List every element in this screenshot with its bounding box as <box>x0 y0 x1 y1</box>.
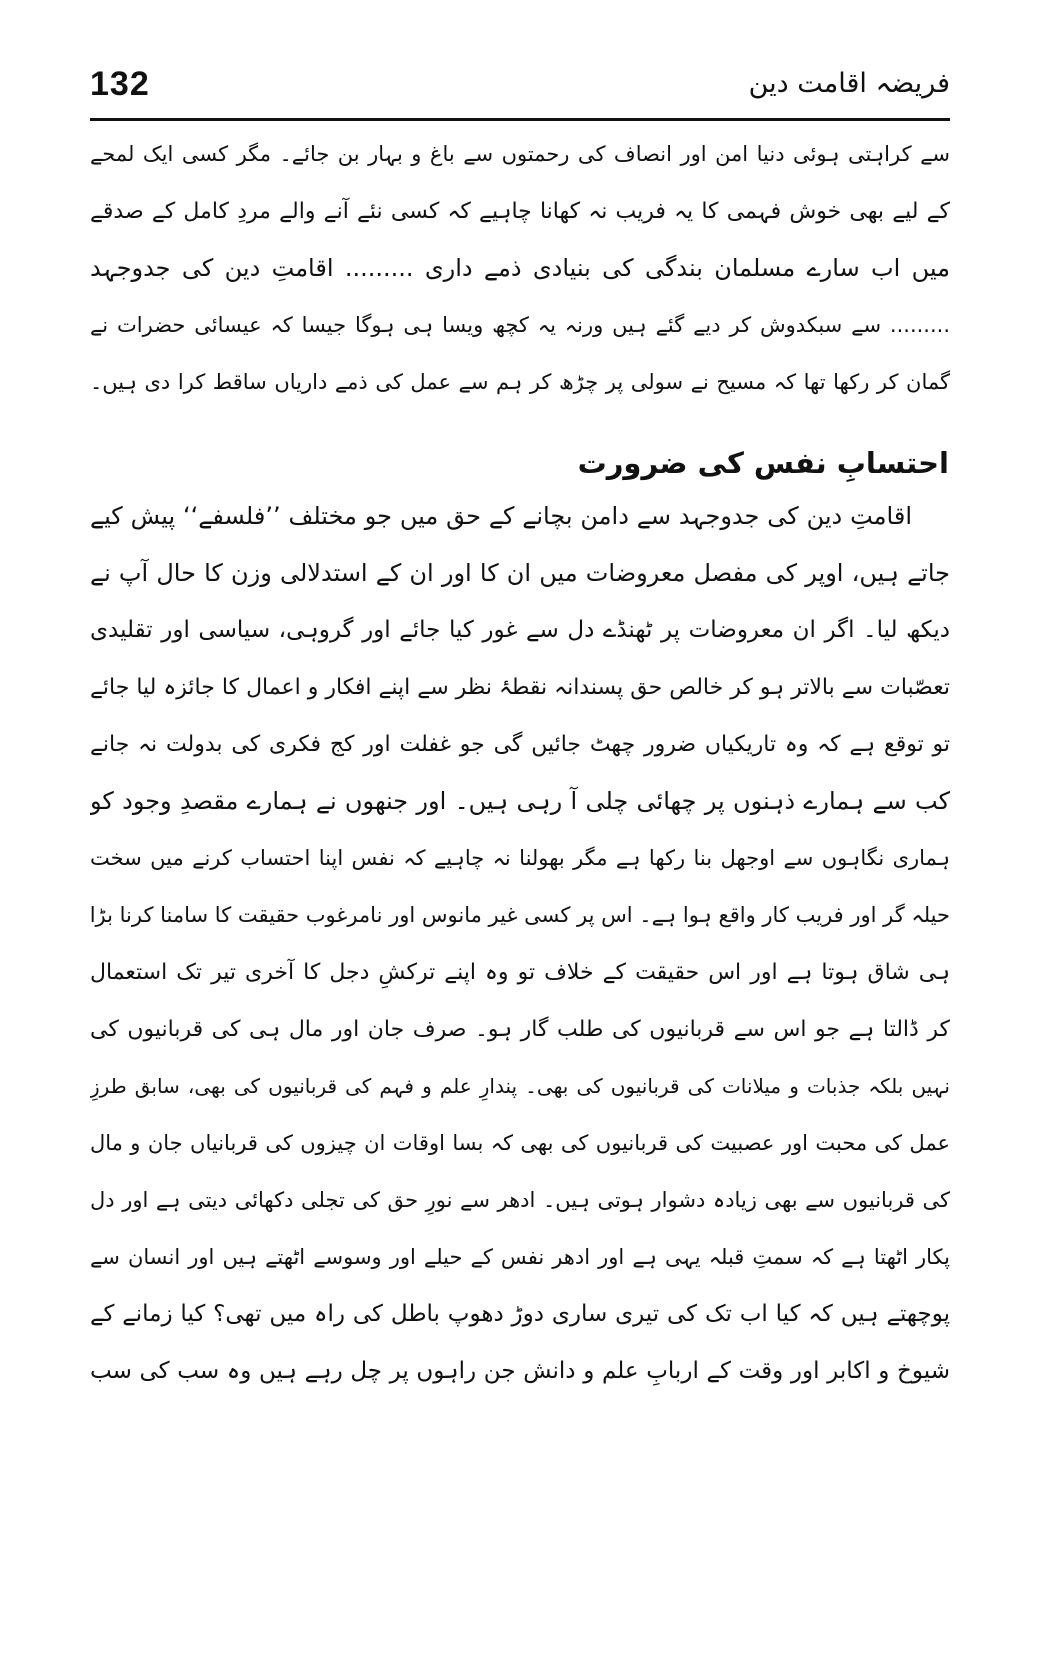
text-line: کے لیے بھی خوش فہمی کا یہ فریب نہ کھانا چاہیے کہ کسی نئے آنے والے مردِ کامل کے صدقے <box>90 199 950 224</box>
text-line: ......... سے سبکدوش کر دیے گئے ہیں ورنہ یہ کچھ ویسا ہی ہوگا جیسا کہ عیسائی حضرات نے <box>90 313 950 337</box>
text-line: جاتے ہیں، اوپر کی مفصل معروضات میں ان کا اور ان کے استدلالی وزن کا حال آپ نے <box>90 559 950 587</box>
text-line: پوچھتے ہیں کہ کیا اب تک کی تیری ساری دوڑ دھوپ باطل کی راہ میں تھی؟ کیا زمانے کے <box>90 1301 950 1327</box>
paragraph-continued <box>90 126 950 411</box>
text-line: دیکھ لیا۔ اگر ان معروضات پر ٹھنڈے دل سے غور کیا جائے اور گروہی، سیاسی اور تقلیدی <box>90 617 950 643</box>
section-heading: احتسابِ نفس کی ضرورت <box>577 446 949 480</box>
text-line: ہی شاق ہوتا ہے اور اس حقیقت کے خلاف تو وہ اپنے ترکشِ دجل کا آخری تیر تک استعمال <box>90 960 950 985</box>
text-line: نہیں بلکہ جذبات و میلانات کی قربانیوں کی بھی۔ پندارِ علم و فہم کی قربانیوں کی بھی، سابق طرزِ <box>90 1074 950 1098</box>
text-line: کر ڈالتا ہے جو اس سے قربانیوں کی طلب گار ہو۔ صرف جان اور مال ہی کی قربانیوں کی <box>90 1017 950 1042</box>
text-line: اقامتِ دین کی جدوجہد سے دامن بچانے کے حق میں جو مختلف ’’فلسفے‘‘ پیش کیے <box>90 502 912 530</box>
page-header <box>90 62 950 112</box>
paragraph-body <box>90 488 950 1400</box>
page-number: 132 <box>90 65 150 103</box>
text-line: ہماری نگاہوں سے اوجھل بنا رکھا ہے مگر بھولنا نہ چاہیے کہ نفس اپنا احتساب کرنے میں سخت <box>90 846 950 870</box>
header-rule <box>90 118 950 121</box>
text-line: تو توقع ہے کہ وہ تاریکیاں ضرور چھٹ جائیں گی جو غفلت اور کج فکری کی بدولت نہ جانے <box>90 732 950 757</box>
text-line: عمل کی محبت اور عصبیت کی قربانیوں کی بھی کہ بسا اوقات ان چیزوں کی قربانیاں جان و مال <box>90 1131 950 1155</box>
text-line: میں اب سارے مسلمان بندگی کی بنیادی ذمے داری ......... اقامتِ دین کی جدوجہد <box>90 254 950 282</box>
text-line: کب سے ہمارے ذہنوں پر چھائی چلی آ رہی ہیں۔ اور جنھوں نے ہمارے مقصدِ وجود کو <box>90 787 950 815</box>
text-line: پکار اٹھتا ہے کہ سمتِ قبلہ یہی ہے اور ادھر نفس کے حیلے اور وسوسے اٹھتے ہیں اور انسان سے <box>90 1245 950 1269</box>
running-title: فریضہ اقامت دین <box>748 68 950 99</box>
text-line: کی قربانیوں سے بھی زیادہ دشوار ہوتی ہیں۔ ادھر سے نورِ حق کی تجلی دکھائی دیتی ہے اور دل <box>90 1188 950 1212</box>
text-line: گمان کر رکھا تھا کہ مسیح نے سولی پر چڑھ کر ہم سے عمل کی ذمے داریاں ساقط کرا دی ہیں۔ <box>90 370 950 394</box>
text-line: تعصّبات سے بالاتر ہو کر خالص حق پسندانہ نقطۂ نظر سے اپنے افکار و اعمال کا جائزہ لیا جائے <box>90 675 950 700</box>
text-line: سے کراہتی ہوئی دنیا امن اور انصاف کی رحمتوں سے باغ و بہار بن جائے۔ مگر کسی ایک لمحے <box>90 142 950 166</box>
text-line: حیلہ گر اور فریب کار واقع ہوا ہے۔ اس پر کسی غیر مانوس اور نامرغوب حقیقت کا سامنا کرنا بڑا <box>90 903 950 927</box>
text-line: شیوخ و اکابر اور وقت کے اربابِ علم و دانش جن راہوں پر چل رہے ہیں وہ سب کی سب <box>90 1358 950 1384</box>
